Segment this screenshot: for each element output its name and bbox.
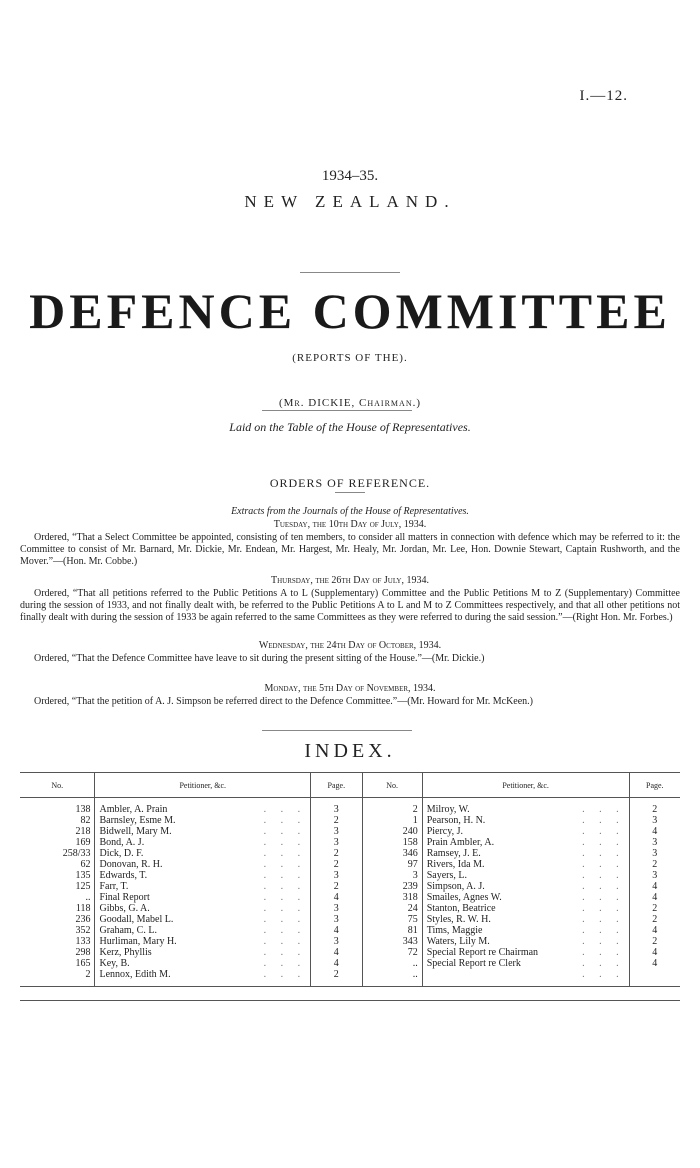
page-number-text: 2 [333,969,339,980]
petitioner-name [422,881,629,892]
page-number-text: 2 [652,936,658,947]
petitioner-name [422,848,629,859]
page-reference: I.—12. [579,88,628,104]
petition-number-text: 352 [75,925,91,936]
petition-number-text: .. [412,958,418,969]
petitioner-name [95,837,311,848]
page-number [629,969,680,987]
petition-number-text: 240 [402,826,418,837]
petition-number-text: 298 [75,947,91,958]
petition-number-text: 165 [75,958,91,969]
leader-dots: . . . [263,848,307,859]
page-number-text: 4 [333,892,339,903]
header-page: Page. [311,773,362,798]
leader-dots: . . . [582,925,625,936]
subtitle: (REPORTS OF THE). [292,352,408,364]
page-number-text: 3 [652,837,658,848]
petition-number [362,925,422,936]
main-title: DEFENCE COMMITTEE [29,283,671,339]
page-number-text: 4 [652,826,658,837]
petitioner-name-text: Donovan, R. H. [99,859,163,870]
page-number [311,826,362,837]
petition-number-text: 82 [80,815,91,826]
petition-number-text: 72 [407,947,418,958]
page-number-text: 4 [652,881,658,892]
page-number-text: 3 [333,914,339,925]
petition-number-text: 236 [75,914,91,925]
leader-dots: . . . [582,848,625,859]
petition-number [362,892,422,903]
petition-number [20,892,95,903]
petitioner-name [95,881,311,892]
page-number [629,815,680,826]
petition-number [20,903,95,914]
petitioner-name-text: Ambler, A. Prain [99,804,168,815]
petition-number [20,969,95,987]
petition-number [20,815,95,826]
table-row [20,947,680,958]
petitioner-name [95,892,311,903]
petition-number-text: 2 [85,969,91,980]
leader-dots: . . . [582,892,625,903]
extracts-line: Extracts from the Journals of the House of Representatives. [231,506,469,517]
leader-dots: . . . [263,892,307,903]
petitioner-name [95,903,311,914]
petitioner-name-text: Pearson, H. N. [426,815,486,826]
leader-dots: . . . [582,837,625,848]
petitioner-name-text: Special Report re Chairman [426,947,539,958]
petition-number-text: 3 [412,870,418,881]
petition-number [362,815,422,826]
order-date-1: Tuesday, the 10th Day of July, 1934. [273,519,427,530]
page-number [629,892,680,903]
petition-number [20,870,95,881]
petitioner-name-text: Dick, D. F. [99,848,144,859]
page-number [311,815,362,826]
petitioner-name [95,815,311,826]
order-date-4: Monday, the 5th Day of November, 1934. [264,683,436,694]
page-number [311,914,362,925]
page-number [311,881,362,892]
page-number-text: 4 [333,947,339,958]
petitioner-name-text: Farr, T. [99,881,129,892]
petitioner-name-text: Waters, Lily M. [426,936,490,947]
page-number-text: 4 [652,947,658,958]
petition-number-text: 346 [402,848,418,859]
petition-number-text: 343 [402,936,418,947]
divider-rule [262,730,412,731]
page-number-text: 2 [652,914,658,925]
petitioner-name [95,798,311,816]
leader-dots: . . . [263,881,307,892]
petition-number [362,859,422,870]
index-table [20,772,680,987]
petition-number [20,936,95,947]
page-number-text: 2 [333,881,339,892]
petition-number [20,837,95,848]
petition-number-text: 75 [407,914,418,925]
petitioner-name [422,892,629,903]
divider-rule [262,410,412,411]
leader-dots: . . . [263,969,307,980]
page-number [629,914,680,925]
divider-rule [300,272,400,273]
leader-dots: . . . [582,881,625,892]
petitioner-name [95,925,311,936]
petitioner-name [422,925,629,936]
page-number [629,947,680,958]
page-number [629,837,680,848]
page-number [629,925,680,936]
petitioner-name [422,914,629,925]
page-number [311,848,362,859]
petition-number [20,947,95,958]
petitioner-name-text: Bidwell, Mary M. [99,826,172,837]
leader-dots: . . . [582,815,625,826]
chairman-line: (Mr. DICKIE, Chairman.) [278,397,422,409]
page-number [311,969,362,987]
table-row [20,925,680,936]
page-number-text: 3 [333,837,339,848]
page-number [311,925,362,936]
divider-rule [335,492,365,493]
page-number-text: 3 [333,870,339,881]
petitioner-name-text: Graham, C. L. [99,925,157,936]
petitioner-name [422,969,629,987]
leader-dots: . . . [582,947,625,958]
petitioner-name [95,936,311,947]
table-row [20,903,680,914]
petition-number-text: 169 [75,837,91,848]
petition-number-text: 118 [75,903,91,914]
petitioner-name-text: Sayers, L. [426,870,467,881]
petition-number-text: 135 [75,870,91,881]
page-number-text: 4 [652,958,658,969]
leader-dots: . . . [582,826,625,837]
petitioner-name [422,936,629,947]
leader-dots: . . . [582,903,625,914]
petition-number [362,936,422,947]
page-number-text: 4 [652,925,658,936]
page-number [629,870,680,881]
petition-number-text: 97 [407,859,418,870]
leader-dots: . . . [263,837,307,848]
orders-heading: ORDERS OF REFERENCE. [269,476,431,490]
leader-dots: . . . [582,936,625,947]
page-number [311,798,362,816]
petition-number [20,881,95,892]
petitioner-name [95,870,311,881]
page-number [629,903,680,914]
leader-dots: . . . [263,936,307,947]
table-row [20,870,680,881]
order-text-1: Ordered, “That a Select Committee be appointed, consisting of ten members, to consider all matters in connection with defence which may be referred to it: the Committee to consist of Mr. Barnard, Mr. Dickie, Mr. Endean, Mr. Hargest, Mr. Healy, Mr. Jordan, Mr. Lee, Hon. Downie Stewart, Captain Rushworth, and the Mover.”—(Hon. Mr. Cobbe.) [20,532,680,567]
petition-number-text: .. [412,969,418,980]
header-no: No. [362,773,422,798]
leader-dots: . . . [263,925,307,936]
order-text-2: Ordered, “That all petitions referred to the Public Petitions A to L (Supplementary) Committee and the Public Petitions M to Z (Supplementary) Committee during the session of 1933, and not finally dealt with, be referred to the Public Petitions A to L and M to Z Committees respectively, and that all other petitions not finally dealt with during the session of 1933 be again referred to the same Committees as they were referred to during the said session.”—(Right Hon. Mr. Forbes.) [20,588,680,623]
page-number [311,958,362,969]
petition-number [362,870,422,881]
petitioner-name [95,947,311,958]
page-number-text: 2 [333,859,339,870]
petition-number-text: 24 [407,903,418,914]
page-number-text: 2 [652,903,658,914]
leader-dots: . . . [263,815,307,826]
petitioner-name-text: Simpson, A. J. [426,881,485,892]
petition-number [362,903,422,914]
petitioner-name-text: Rivers, Ida M. [426,859,485,870]
index-title: INDEX. [304,740,396,762]
petition-number [362,914,422,925]
leader-dots: . . . [263,914,307,925]
petition-number-text: 258/33 [62,848,91,859]
petition-number [362,848,422,859]
order-text-4: Ordered, “That the petition of A. J. Simpson be referred direct to the Defence Committee.”—(Mr. Howard for Mr. McKeen.) [34,696,534,707]
petitioner-name [422,815,629,826]
page-number [629,881,680,892]
leader-dots: . . . [263,804,307,815]
petition-number [20,925,95,936]
laid-on-table: Laid on the Table of the House of Representatives. [229,420,471,434]
petitioner-name-text: Edwards, T. [99,870,148,881]
leader-dots: . . . [263,958,307,969]
page-number [311,947,362,958]
table-row [20,815,680,826]
petition-number [362,837,422,848]
page-number [629,936,680,947]
page-number-text: 3 [652,815,658,826]
table-row [20,881,680,892]
petitioner-name [422,798,629,816]
page-number-text: 3 [333,936,339,947]
petitioner-name-text: Lennox, Edith M. [99,969,171,980]
petitioner-name-text: Barnsley, Esme M. [99,815,176,826]
petition-number [362,826,422,837]
petitioner-name-text: Prain Ambler, A. [426,837,495,848]
page-number-text: 2 [333,848,339,859]
petition-number-text: 218 [75,826,91,837]
table-row [20,837,680,848]
header-petitioner: Petitioner, &c. [422,773,629,798]
page-number [311,936,362,947]
table-row [20,914,680,925]
order-date-3: Wednesday, the 24th Day of October, 1934. [258,640,442,651]
petitioner-name [422,859,629,870]
page-number [629,798,680,816]
page-number [629,958,680,969]
petition-number-text: .. [85,892,91,903]
petition-number-text: 318 [402,892,418,903]
petitioner-name-text: Final Report [99,892,150,903]
table-row [20,969,680,987]
petition-number [20,914,95,925]
petitioner-name-text: Milroy, W. [426,804,470,815]
petitioner-name [95,914,311,925]
table-row [20,958,680,969]
page-number [629,859,680,870]
order-text-3: Ordered, “That the Defence Committee have leave to sit during the present sitting of the House.”—(Mr. Dickie.) [34,653,485,664]
petitioner-name-text: Smailes, Agnes W. [426,892,502,903]
leader-dots: . . . [263,903,307,914]
petition-number [362,881,422,892]
page-number-text: 4 [333,958,339,969]
petitioner-name-text: Key, B. [99,958,130,969]
page-number [311,859,362,870]
petition-number [20,798,95,816]
country-heading: NEW ZEALAND. [244,192,456,211]
petitioner-name [422,837,629,848]
page-number-text: 3 [652,848,658,859]
leader-dots: . . . [263,870,307,881]
page-number-text: 2 [652,859,658,870]
table-row [20,798,680,816]
petitioner-name [95,826,311,837]
page-number-text: 3 [333,903,339,914]
petition-number-text: 1 [412,815,418,826]
petitioner-name-text: Kerz, Phyllis [99,947,152,958]
session-year: 1934–35. [321,168,379,184]
petitioner-name-text: Hurliman, Mary H. [99,936,177,947]
page-number-text: 3 [333,826,339,837]
leader-dots: . . . [263,859,307,870]
petitioner-name-text: Stanton, Beatrice [426,903,496,914]
petitioner-name-text: Goodall, Mabel L. [99,914,174,925]
petitioner-name-text: Styles, R. W. H. [426,914,491,925]
petition-number-text: 158 [402,837,418,848]
page-number-text: 2 [333,815,339,826]
petition-number-text: 133 [75,936,91,947]
petition-number-text: 2 [412,804,418,815]
leader-dots: . . . [582,914,625,925]
leader-dots: . . . [582,804,625,815]
leader-dots: . . . [263,947,307,958]
petitioner-name-text: Bond, A. J. [99,837,145,848]
petition-number-text: 138 [75,804,91,815]
petition-number-text: 125 [75,881,91,892]
header-petitioner: Petitioner, &c. [95,773,311,798]
page-number [311,892,362,903]
table-row [20,848,680,859]
table-row [20,859,680,870]
petitioner-name-text: Piercy, J. [426,826,463,837]
index-header-row [20,773,680,798]
petition-number-text: 239 [402,881,418,892]
table-row [20,936,680,947]
petition-number [362,958,422,969]
petition-number-text: 62 [80,859,91,870]
petitioner-name [95,969,311,987]
petitioner-name-text: Tims, Maggie [426,925,483,936]
petitioner-name-text: Special Report re Clerk [426,958,521,969]
page-number-text: 3 [333,804,339,815]
petitioner-name [95,859,311,870]
petition-number-text: 81 [407,925,418,936]
page-number [311,837,362,848]
petition-number [362,969,422,987]
header-no: No. [20,773,95,798]
leader-dots: . . . [263,826,307,837]
petitioner-name-text: Ramsey, J. E. [426,848,481,859]
petitioner-name [422,903,629,914]
petitioner-name-text: Gibbs, G. A. [99,903,150,914]
petitioner-name [422,958,629,969]
page-number-text: 4 [652,892,658,903]
petitioner-name [422,870,629,881]
page-number-text: 3 [652,870,658,881]
petitioner-name [95,958,311,969]
page-number [311,903,362,914]
petitioner-name [422,826,629,837]
page-number-text: 4 [333,925,339,936]
petition-number [362,947,422,958]
petition-number [362,798,422,816]
page-number [629,848,680,859]
leader-dots: . . . [582,859,625,870]
page-number-text: 2 [652,804,658,815]
petition-number [20,958,95,969]
table-row [20,826,680,837]
leader-dots: . . . [582,958,625,969]
petition-number [20,826,95,837]
header-page: Page. [629,773,680,798]
leader-dots: . . . [582,870,625,881]
petition-number [20,859,95,870]
table-bottom-rule [20,1000,680,1001]
order-date-2: Thursday, the 26th Day of July, 1934. [271,575,429,586]
page-number [629,826,680,837]
petition-number [20,848,95,859]
leader-dots: . . . [582,969,625,980]
petitioner-name [95,848,311,859]
table-row [20,892,680,903]
petitioner-name [422,947,629,958]
page-number [311,870,362,881]
